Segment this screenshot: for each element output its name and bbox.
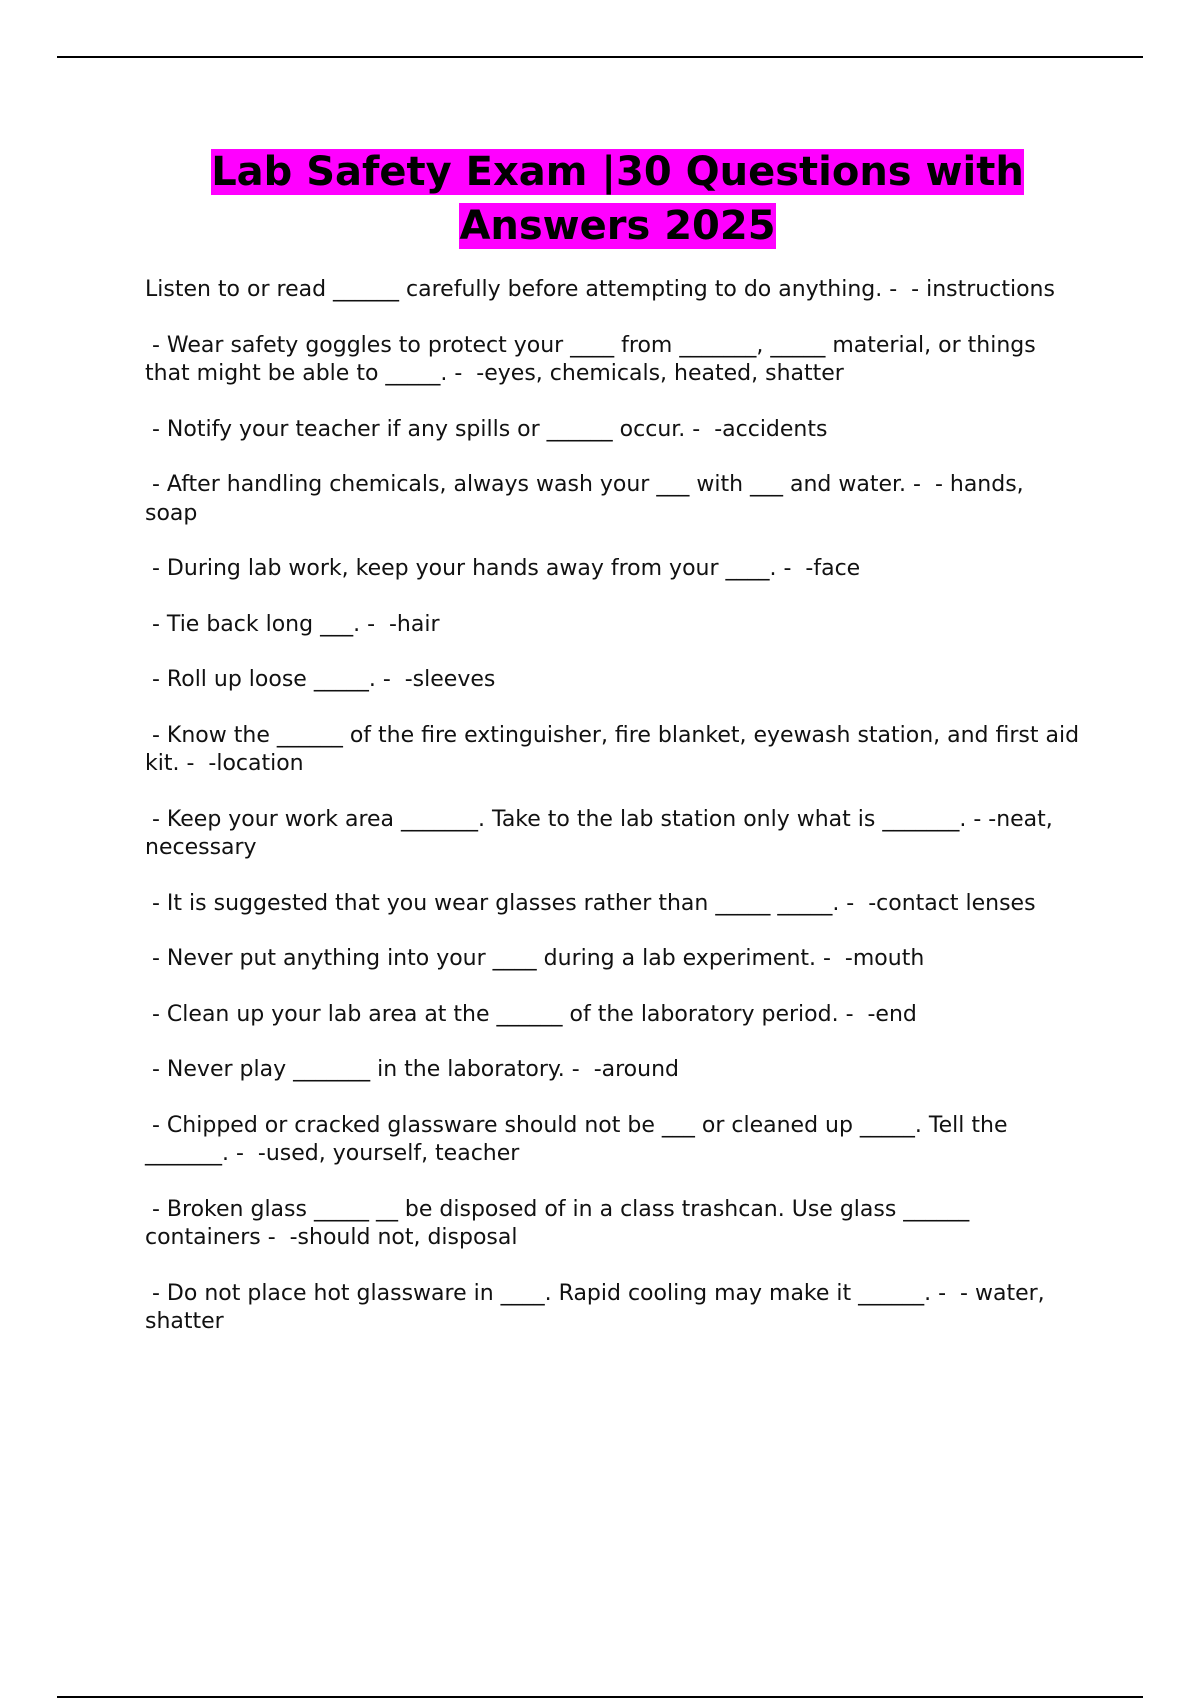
- question-item-13: - Never play _______ in the laboratory. - -around: [145, 1057, 679, 1082]
- question-list: [145, 276, 1087, 1364]
- question-item-14: - Chipped or cracked glassware should not be ___ or cleaned up _____. Tell the _______. - -used, yourself, teacher: [145, 1112, 1015, 1166]
- question-item-10: - It is suggested that you wear glasses rather than _____ _____. - -contact lenses: [145, 890, 1036, 916]
- question-item-5: - During lab work, keep your hands away from your ____. - -face: [145, 556, 861, 581]
- document-title: [130, 145, 1105, 253]
- question-item-15: - Broken glass _____ __ be disposed of in a class trashcan. Use glass ______ containers - -should not, disposal: [145, 1196, 977, 1250]
- question-item-7: - Roll up loose _____. - -sleeves: [145, 667, 496, 692]
- question-item-6: - Tie back long ___. - -hair: [145, 611, 440, 637]
- question-item-8: - Know the ______ of the fire extinguisher, fire blanket, eyewash station, and first aid kit. - -location: [145, 722, 1087, 776]
- bottom-rule: [57, 1696, 1143, 1698]
- question-item-4: - After handling chemicals, always wash your ___ with ___ and water. - - hands, soap: [145, 472, 1031, 526]
- title-highlight: Lab Safety Exam |30 Questions with Answers 2025: [211, 149, 1024, 249]
- question-item-1: Listen to or read ______ carefully before attempting to do anything. - - instructions: [145, 277, 1055, 302]
- question-item-9: - Keep your work area _______. Take to the lab station only what is _______. - -neat, necessary: [145, 806, 1060, 860]
- top-rule: [57, 56, 1143, 58]
- question-item-12: - Clean up your lab area at the ______ of the laboratory period. - -end: [145, 1001, 917, 1027]
- question-item-11: - Never put anything into your ____ during a lab experiment. - -mouth: [145, 946, 925, 971]
- question-item-2: - Wear safety goggles to protect your ____ from _______, _____ material, or things that might be able to _____. - -eyes, chemicals, heated, shatter: [145, 332, 1043, 386]
- question-item-3: - Notify your teacher if any spills or ______ occur. - -accidents: [145, 416, 828, 442]
- question-item-16: - Do not place hot glassware in ____. Rapid cooling may make it ______. - - water, shatter: [145, 1280, 1052, 1334]
